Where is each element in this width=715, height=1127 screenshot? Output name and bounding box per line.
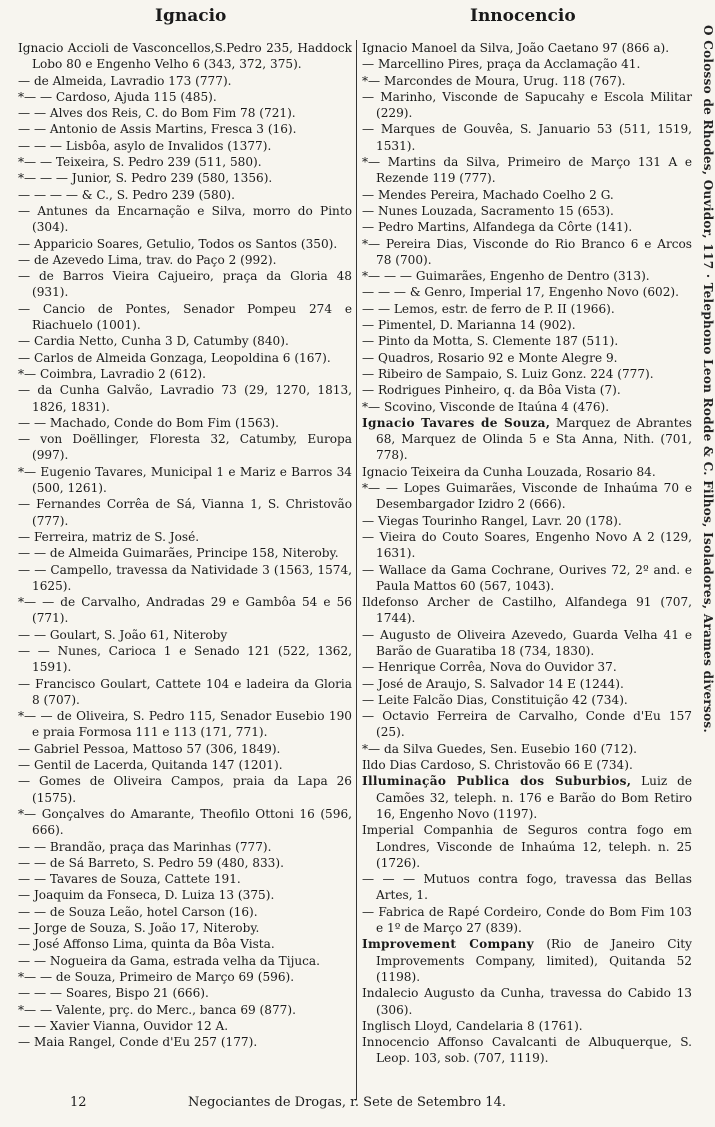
side-advertisement: O Colosso de Rhodes, Ouvidor, 117 · Telephono Leon Rodde & C. Filhos, Isoladores, Arames diversos.: [701, 25, 715, 733]
directory-entry: — de Almeida, Lavradio 173 (777).: [18, 73, 232, 88]
directory-entry: — Henrique Corrêa, Nova do Ouvidor 37.: [362, 660, 617, 675]
directory-entry: — — — — & C., S. Pedro 239 (580).: [18, 187, 235, 202]
directory-entry: — Gabriel Pessoa, Mattoso 57 (306, 1849).: [18, 741, 281, 756]
directory-entry: — Pedro Martins, Alfandega da Côrte (141).: [362, 220, 633, 235]
page-number: 12: [70, 1095, 87, 1110]
directory-entry: — — de Souza Leão, hotel Carson (16).: [18, 904, 258, 919]
directory-entry: — Quadros, Rosario 92 e Monte Alegre 9.: [362, 350, 618, 365]
entry-bold-name: Improvement Company: [362, 937, 534, 952]
directory-entry: — — de Sá Barreto, S. Pedro 59 (480, 833).: [18, 855, 284, 870]
directory-entry: — — Goulart, S. João 61, Niteroby: [18, 627, 228, 642]
directory-entry: — — — Mutuos contra fogo, travessa das Bellas Artes, 1.: [362, 872, 692, 903]
right-column: [362, 40, 692, 1067]
directory-entry: — von Doëllinger, Floresta 32, Catumby, Europa (997).: [18, 432, 352, 463]
entry-text: (Rio de Janeiro City Improvements Company, limited), Quitanda 52 (1198).: [376, 937, 693, 984]
directory-entry: — Gentil de Lacerda, Quitanda 147 (1201).: [18, 758, 283, 773]
entry-bold-name: Ignacio Tavares de Souza,: [362, 415, 551, 430]
directory-entry: — — Campello, travessa da Natividade 3 (1563, 1574, 1625).: [18, 562, 352, 593]
directory-entry: *— Gonçalves do Amarante, Theofilo Ottoni 16 (596, 666).: [18, 806, 352, 838]
directory-entry: Innocencio Affonso Cavalcanti de Albuquerque, S. Leop. 103, sob. (707, 1119).: [362, 1035, 692, 1066]
directory-entry: — Viegas Tourinho Rangel, Lavr. 20 (178).: [362, 513, 622, 528]
directory-entry: — Cardia Netto, Cunha 3 D, Catumby (840).: [18, 334, 289, 349]
footer-advertisement: Negociantes de Drogas, r. Sete de Setembro 14.: [188, 1095, 506, 1110]
column-divider: [356, 40, 357, 1100]
directory-entry: *— — Valente, prç. do Merc., banca 69 (877).: [18, 1002, 296, 1017]
directory-entry: Ignacio Teixeira da Cunha Louzada, Rosario 84.: [362, 464, 656, 479]
directory-entry: *— Marcondes de Moura, Urug. 118 (767).: [362, 73, 626, 88]
directory-entry: — Apparicio Soares, Getulio, Todos os Santos (350).: [18, 236, 338, 251]
directory-entry: — de Azevedo Lima, trav. do Paço 2 (992).: [18, 252, 277, 267]
directory-entry: — — Alves dos Reis, C. do Bom Fim 78 (721).: [18, 106, 296, 121]
directory-entry: *— — de Souza, Primeiro de Março 69 (596).: [18, 969, 295, 984]
directory-entry: *— — Lopes Guimarães, Visconde de Inhaúma 70 e Desembargador Izidro 2 (666).: [362, 481, 692, 512]
directory-entry: — — Antonio de Assis Martins, Fresca 3 (16).: [18, 122, 297, 137]
directory-entry: *— Martins da Silva, Primeiro de Março 131 A e Rezende 119 (777).: [362, 155, 692, 186]
directory-entry: *— — — Guimarães, Engenho de Dentro (313).: [362, 269, 650, 284]
directory-entry: Indalecio Augusto da Cunha, travessa do Cabido 13 (306).: [362, 986, 692, 1017]
directory-entry: — — Machado, Conde do Bom Fim (1563).: [18, 415, 279, 430]
directory-entry: — — Tavares de Souza, Cattete 191.: [18, 872, 241, 887]
directory-entry: — Ribeiro de Sampaio, S. Luiz Gonz. 224 (777).: [362, 366, 654, 381]
directory-entry: Ignacio Accioli de Vasconcellos,S.Pedro 235, Haddock Lobo 80 e Engenho Velho 6 (343, 372, 375).: [18, 41, 352, 72]
directory-entry: — Octavio Ferreira de Carvalho, Conde d'Eu 157 (25).: [362, 709, 692, 740]
directory-entry: — Maia Rangel, Conde d'Eu 257 (177).: [18, 1035, 258, 1050]
directory-entry: — — — & Genro, Imperial 17, Engenho Novo (602).: [362, 285, 679, 300]
directory-entry: — — de Almeida Guimarães, Principe 158, Niteroby.: [18, 546, 339, 561]
header-right-keyword: Innocencio: [470, 6, 576, 26]
directory-entry: — Joaquim da Fonseca, D. Luiza 13 (375).: [18, 888, 275, 903]
directory-entry: Ildefonso Archer de Castilho, Alfandega 91 (707, 1744).: [362, 595, 692, 626]
directory-entry: — — Nunes, Carioca 1 e Senado 121 (522, 1362, 1591).: [18, 643, 352, 675]
directory-entry: — — Xavier Vianna, Ouvidor 12 A.: [18, 1018, 229, 1033]
directory-entry: — Vieira do Couto Soares, Engenho Novo A 2 (129, 1631).: [362, 529, 692, 561]
directory-entry: — Gomes de Oliveira Campos, praia da Lapa 26 (1575).: [18, 774, 352, 805]
directory-entry: [362, 773, 692, 822]
directory-entry: — — — Lisbôa, asylo de Invalidos (1377).: [18, 138, 272, 153]
directory-entry: Ignacio Manoel da Silva, João Caetano 97 (866 a).: [362, 41, 670, 55]
entry-text: Luiz de Camões 32, teleph. n. 176 e Barão do Bom Retiro 16, Engenho Novo (1197).: [376, 774, 692, 821]
page-header: [20, 6, 700, 32]
directory-entry: — Augusto de Oliveira Azevedo, Guarda Velha 41 e Barão de Guaratiba 18 (734, 1830).: [362, 627, 692, 658]
directory-entry: *— — Cardoso, Ajuda 115 (485).: [18, 89, 217, 104]
directory-entry: — Cancio de Pontes, Senador Pompeu 274 e Riachuelo (1001).: [18, 301, 352, 333]
directory-entry: — Rodrigues Pinheiro, q. da Bôa Vista (7).: [362, 383, 621, 398]
directory-entry: Ildo Dias Cardoso, S. Christovão 66 E (734).: [362, 758, 633, 773]
directory-entry: Imperial Companhia de Seguros contra fogo em Londres, Visconde de Inhaúma 12, teleph. n. 25 (1726).: [362, 823, 692, 870]
directory-entry: — Jorge de Souza, S. João 17, Niteroby.: [18, 921, 260, 936]
directory-entry: *— — Teixeira, S. Pedro 239 (511, 580).: [18, 155, 262, 170]
directory-entry: *— — — Junior, S. Pedro 239 (580, 1356).: [18, 171, 273, 186]
directory-entry: — Fernandes Corrêa de Sá, Vianna 1, S. Christovão (777).: [18, 497, 352, 528]
directory-entry: — Pinto da Motta, S. Clemente 187 (511).: [362, 334, 619, 349]
directory-entry: — de Barros Vieira Cajueiro, praça da Gloria 48 (931).: [18, 269, 352, 300]
directory-entry: — — Brandão, praça das Marinhas (777).: [18, 839, 272, 854]
directory-entry: — Fabrica de Rapé Cordeiro, Conde do Bom Fim 103 e 1º de Março 27 (839).: [362, 904, 692, 936]
directory-entry: — — Nogueira da Gama, estrada velha da Tijuca.: [18, 953, 320, 968]
directory-entry: *— Pereira Dias, Visconde do Rio Branco 6 e Arcos 78 (700).: [362, 236, 692, 267]
directory-entry: — da Cunha Galvão, Lavradio 73 (29, 1270, 1813, 1826, 1831).: [18, 383, 352, 414]
directory-entry: — Ferreira, matriz de S. José.: [18, 529, 200, 544]
directory-entry: *— da Silva Guedes, Sen. Eusebio 160 (712).: [362, 741, 638, 756]
directory-entry: — Marinho, Visconde de Sapucahy e Escola Militar (229).: [362, 89, 692, 121]
directory-entry: — José Affonso Lima, quinta da Bôa Vista.: [18, 937, 275, 952]
directory-entry: — Leite Falcão Dias, Constituição 42 (734).: [362, 692, 628, 707]
directory-entry: *— Scovino, Visconde de Itaúna 4 (476).: [362, 399, 610, 414]
directory-entry: — Marques de Gouvêa, S. Januario 53 (511, 1519, 1531).: [362, 122, 692, 153]
directory-entry: *— Eugenio Tavares, Municipal 1 e Mariz e Barros 34 (500, 1261).: [18, 464, 352, 496]
directory-entry: — Wallace da Gama Cochrane, Ourives 72, 2º and. e Paula Mattos 60 (567, 1043).: [362, 562, 692, 593]
directory-entry: [362, 415, 692, 464]
directory-entry: — — — Soares, Bispo 21 (666).: [18, 986, 209, 1001]
directory-entry: *— — de Carvalho, Andradas 29 e Gambôa 54 e 56 (771).: [18, 595, 352, 626]
directory-entry: — — Lemos, estr. de ferro de P. II (1966).: [362, 301, 615, 316]
directory-entry: — Antunes da Encarnação e Silva, morro do Pinto (304).: [18, 203, 352, 235]
directory-entry: — José de Araujo, S. Salvador 14 E (1244).: [362, 676, 624, 691]
header-left-keyword: Ignacio: [155, 6, 227, 26]
directory-entry: — Pimentel, D. Marianna 14 (902).: [362, 318, 576, 333]
directory-entry: *— — de Oliveira, S. Pedro 115, Senador Eusebio 190 e praia Formosa 111 e 113 (171, 771).: [18, 709, 352, 740]
directory-entry: — Francisco Goulart, Cattete 104 e ladeira da Gloria 8 (707).: [18, 676, 352, 707]
entry-text: Marquez de Abrantes 68, Marquez de Olinda 5 e Sta Anna, Nith. (701, 778).: [376, 415, 692, 463]
directory-entry: — Mendes Pereira, Machado Coelho 2 G.: [362, 187, 614, 202]
left-column: [18, 40, 352, 1050]
directory-entry: — Carlos de Almeida Gonzaga, Leopoldina 6 (167).: [18, 350, 331, 365]
directory-entry: [362, 936, 692, 985]
directory-entry: Inglisch Lloyd, Candelaria 8 (1761).: [362, 1018, 583, 1033]
entry-bold-name: Illuminação Publica dos Suburbios,: [362, 774, 632, 789]
directory-entry: — Marcellino Pires, praça da Acclamação 41.: [362, 57, 641, 72]
directory-entry: *— Coimbra, Lavradio 2 (612).: [18, 366, 206, 381]
directory-entry: — Nunes Louzada, Sacramento 15 (653).: [362, 203, 614, 218]
